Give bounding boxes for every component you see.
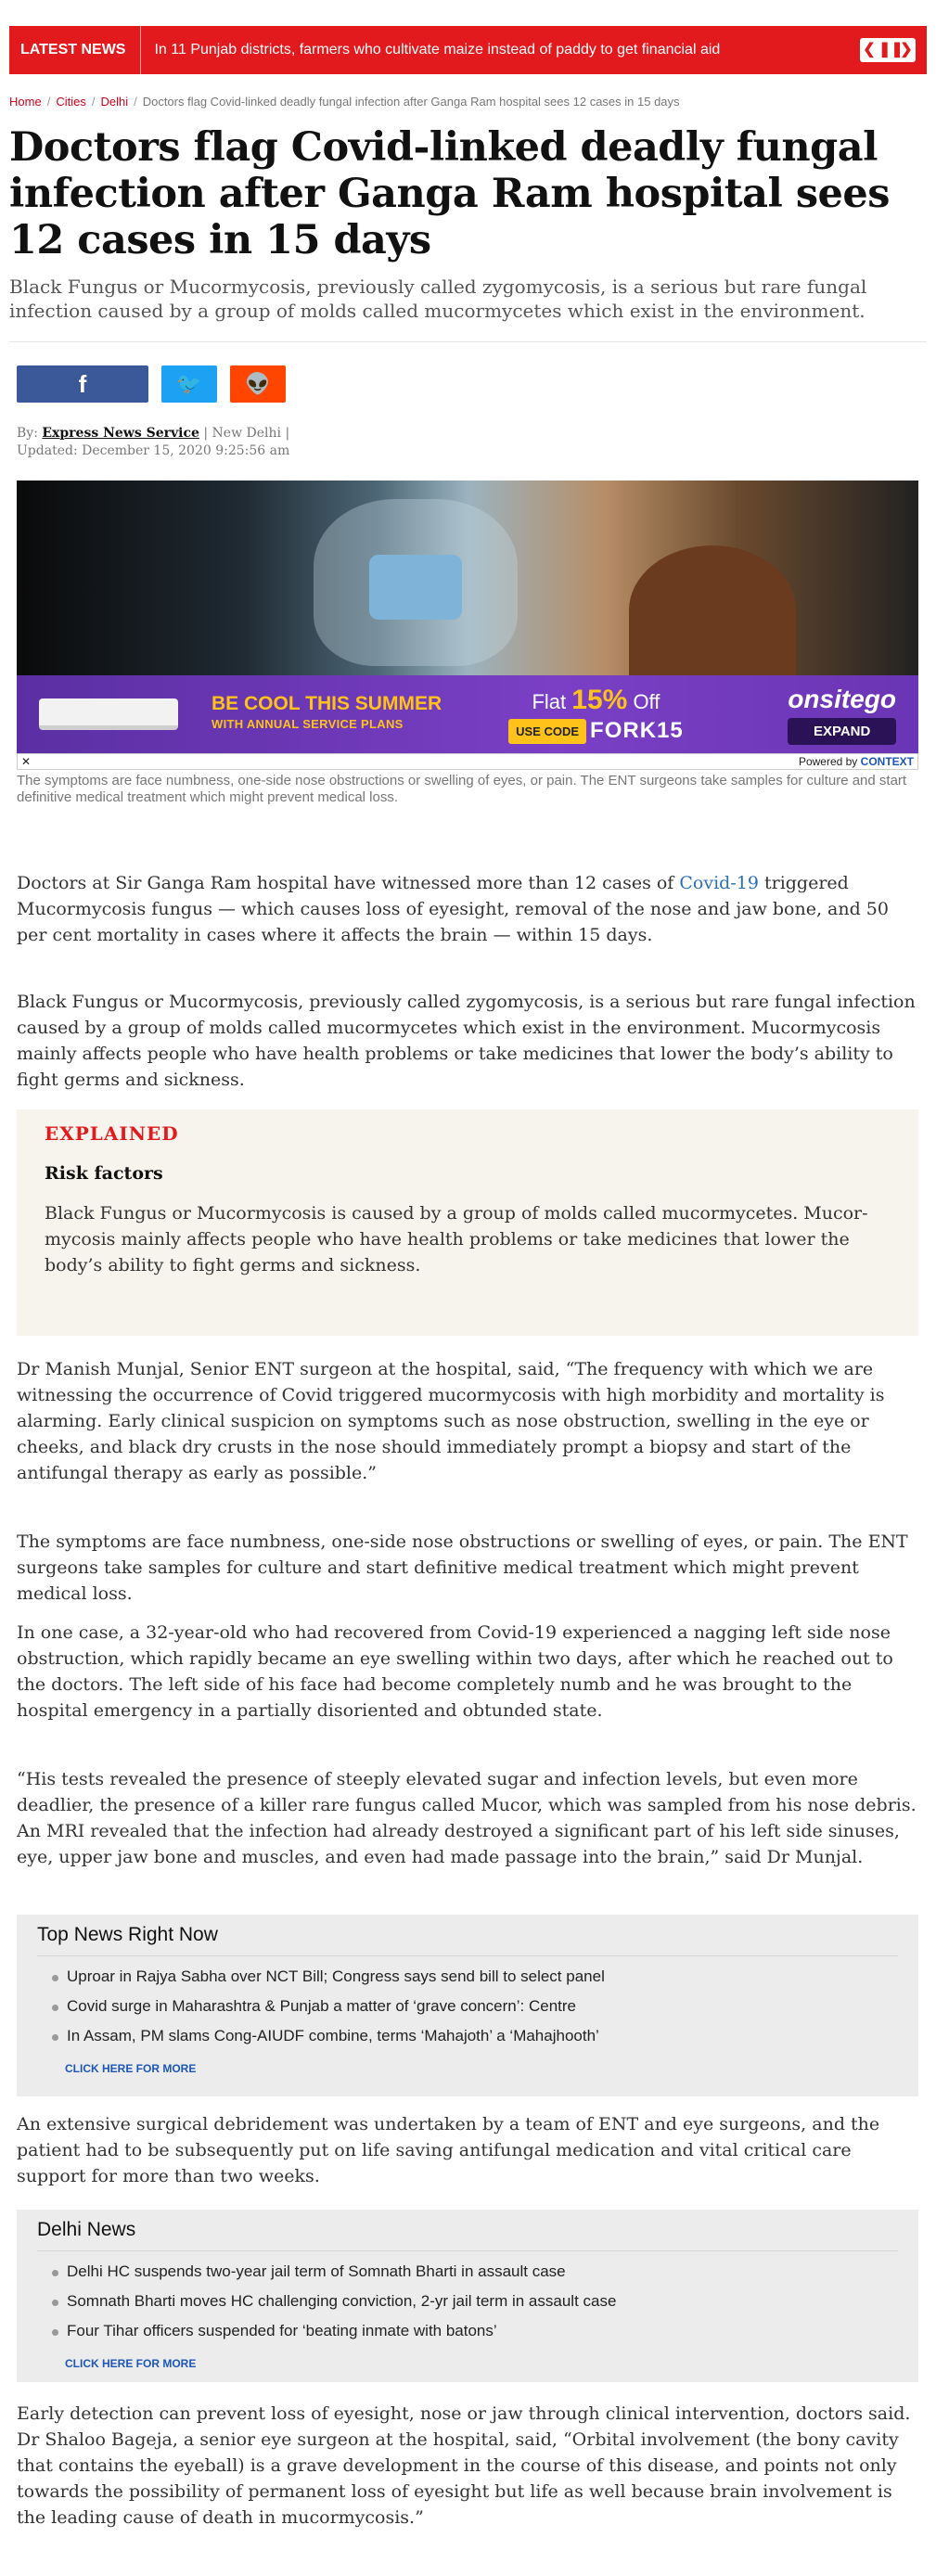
byline-by-label: By: xyxy=(17,426,38,441)
top-news-more-link[interactable]: CLICK HERE FOR MORE xyxy=(65,2062,197,2075)
explained-title: Risk factors xyxy=(45,1163,163,1184)
ad-percent: 15% xyxy=(571,685,628,715)
byline-location: New Delhi xyxy=(212,426,281,441)
byline-separator: | xyxy=(285,426,290,441)
breadcrumb-separator: / xyxy=(91,95,96,109)
delhi-news-more-link[interactable]: CLICK HERE FOR MORE xyxy=(65,2357,197,2370)
covid-19-link[interactable]: Covid-19 xyxy=(679,873,759,893)
ticker-pause-button[interactable]: ❚❚ xyxy=(878,42,904,58)
delhi-news-list xyxy=(37,2257,898,2346)
breadcrumb-separator: / xyxy=(46,95,51,109)
article-paragraph: Dr Manish Munjal, Senior ENT surgeon at the hospital, said, “The frequency with which we are witnessing the occurrence of Covid triggered mucormycosis with high morbidity and mortality is alarming. Early clinical suspicion on symptoms such as nose obstruction, swelling in the eye or cheeks, and black dry crusts in the nose should immediately prompt a biopsy and start of the antifungal therapy as early as possible.” xyxy=(17,1359,885,1483)
twitter-share-button[interactable] xyxy=(161,365,217,403)
ad-flat-offer xyxy=(508,685,684,716)
top-news-item-link[interactable]: Uproar in Rajya Sabha over NCT Bill; Congress says send bill to select panel xyxy=(37,1962,898,1992)
social-share-bar xyxy=(17,365,286,403)
context-logo[interactable]: CONTEXT xyxy=(860,755,914,768)
top-news-title: Top News Right Now xyxy=(37,1924,898,1956)
ad-use-code-label: USE CODE xyxy=(508,719,586,744)
byline xyxy=(17,425,289,460)
ad-footer xyxy=(17,753,918,770)
byline-separator: | xyxy=(203,426,209,441)
face-mask-shape xyxy=(369,555,462,620)
latest-news-headline-link[interactable]: In 11 Punjab districts, farmers who cultivate maize instead of paddy to get financial aid xyxy=(154,42,721,58)
explained-box xyxy=(17,1109,918,1336)
breadcrumb-current: Doctors flag Covid-linked deadly fungal infection after Ganga Ram hospital sees 12 cases in 15 days xyxy=(142,95,680,109)
ad-powered-by xyxy=(799,755,914,768)
ticker-controls xyxy=(860,38,916,62)
ad-banner[interactable] xyxy=(17,675,918,753)
reddit-icon: 👽 xyxy=(245,372,271,395)
top-news-list xyxy=(37,1962,898,2051)
delhi-news-item-link[interactable]: Somnath Bharti moves HC challenging conviction, 2-yr jail term in assault case xyxy=(37,2287,898,2316)
paragraph-text: Doctors at Sir Ganga Ram hospital have witnessed more than 12 cases of xyxy=(17,873,680,893)
latest-news-label: LATEST NEWS xyxy=(9,26,141,74)
ad-brand xyxy=(788,685,896,745)
reddit-share-button[interactable] xyxy=(230,365,286,403)
facebook-share-button[interactable] xyxy=(17,365,148,403)
patient-head-shape xyxy=(629,545,796,675)
delhi-news-item-link[interactable]: Four Tihar officers suspended for ‘beating inmate with batons’ xyxy=(37,2316,898,2346)
article-paragraph xyxy=(17,870,918,948)
ticker-prev-button[interactable]: ❮ xyxy=(863,42,876,58)
paragraph-text: triggered Mucormycosis fungus — which causes loss of eyesight, removal of the nose and jaw bone, and 50 per cent mortality in cases where it affects the brain — within 15 days. xyxy=(17,873,889,945)
breadcrumb-delhi-link[interactable]: Delhi xyxy=(100,95,129,109)
ad-promo-code: FORK15 xyxy=(590,718,684,743)
ad-headline-text: BE COOL THIS SUMMER xyxy=(212,693,442,714)
facebook-icon: f xyxy=(78,369,87,398)
article-paragraph: An extensive surgical debridement was undertaken by a team of ENT and eye surgeons, and the patient had to be subsequently put on life saving antifungal medication and vital critical care support for more than two weeks. xyxy=(17,2114,880,2186)
twitter-icon: 🐦 xyxy=(176,372,202,395)
top-news-item-link[interactable]: In Assam, PM slams Cong-AIUDF combine, terms ‘Mahajoth’ a ‘Mahajhooth’ xyxy=(37,2021,898,2051)
updated-timestamp: Updated: December 15, 2020 9:25:56 am xyxy=(17,443,290,458)
breadcrumb-home-link[interactable]: Home xyxy=(9,95,42,109)
article-paragraph: Early detection can prevent loss of eyesight, nose or jaw through clinical intervention, doctors said. Dr Shaloo Bageja, a senior eye surgeon at the hospital, said, “Orbital involvement (the bony cavity that contains the eyeball) is a grave development in the course of this disease, and points not only towards the possibility of permanent loss of eyesight but life as well because brain involvement is the leading cause of death in mucormycosis.” xyxy=(17,2403,911,2528)
ad-flat-suffix: Off xyxy=(633,690,660,713)
article-paragraph: The symptoms are face numbness, one-side nose obstructions or swelling of eyes, or pain. The ENT surgeons take samples for culture and start definitive medical treatment which might prevent medical loss. xyxy=(17,1532,908,1604)
article-headline: Doctors flag Covid-linked deadly fungal infection after Ganga Ram hospital sees 12 cases in 15 days xyxy=(9,124,890,263)
hero-caption: The symptoms are face numbness, one-side nose obstructions or swelling of eyes, or pain. The ENT surgeons take samples for culture and start definitive medical treatment which might prevent medical loss. xyxy=(17,773,907,805)
ad-close-icon[interactable]: ✕ xyxy=(21,755,32,768)
article-paragraph: “His tests revealed the presence of steeply elevated sugar and infection levels, but even more deadlier, the presence of a killer rare fungus called Mucor, which was sampled from his nose debris. An MRI revealed that the infection had already destroyed a significant part of his left side sinuses, eye, upper jaw bone and muscles, and even had made passage into the brain,” said Dr Munjal. xyxy=(17,1769,917,1867)
article-paragraph: Black Fungus or Mucormycosis, previously called zygomycosis, is a serious but rare fungal infection caused by a group of molds called mucormycetes which exist in the environment. Mucormycosis mainly affects people who have health problems or take medicines that lower the body’s ability to fight germs and sickness. xyxy=(17,992,916,1090)
ad-offer xyxy=(508,685,684,744)
divider xyxy=(9,341,927,342)
author-link[interactable]: Express News Service xyxy=(42,426,199,441)
top-news-item-link[interactable]: Covid surge in Maharashtra & Punjab a matter of ‘grave concern’: Centre xyxy=(37,1992,898,2021)
onsitego-logo: onsitego xyxy=(788,684,896,713)
ad-subline: WITH ANNUAL SERVICE PLANS xyxy=(212,717,404,731)
delhi-news-title: Delhi News xyxy=(37,2219,898,2251)
ad-code-row xyxy=(508,718,684,744)
ad-flat-prefix: Flat xyxy=(532,690,567,713)
powered-by-label: Powered by xyxy=(798,755,858,768)
hero-image xyxy=(17,481,918,770)
breadcrumb-separator: / xyxy=(134,95,137,109)
delhi-news-item-link[interactable]: Delhi HC suspends two-year jail term of Somnath Bharti in assault case xyxy=(37,2257,898,2287)
ticker-next-button[interactable]: ❯ xyxy=(900,42,913,58)
article-paragraph: In one case, a 32-year-old who had recovered from Covid-19 experienced a nagging left side nose obstruction, which rapidly became an eye swelling within two days, after which he reached out to the doctors. The left side of his face had become completely numb and he was brought to the hospital emergency in a partially disoriented and obtunded state. xyxy=(17,1622,893,1721)
air-conditioner-image xyxy=(39,698,178,730)
explained-tag: EXPLAINED xyxy=(45,1122,179,1145)
breadcrumb-cities-link[interactable]: Cities xyxy=(56,95,86,109)
top-news-box xyxy=(17,1915,918,2096)
breadcrumb xyxy=(9,95,680,109)
latest-news-ticker xyxy=(9,26,927,74)
explained-text: Black Fungus or Mucormycosis is caused by a group of molds called mucormycetes. Mucor-mycosis mainly affects people who have health problems or take medicines that lower the body’s ability to fight germs and sickness. xyxy=(45,1203,868,1275)
article-synopsis: Black Fungus or Mucormycosis, previously called zygomycosis, is a serious but rare fungal infection caused by a group of molds called mucormycetes which exist in the environment. xyxy=(9,276,867,322)
ad-expand-button[interactable]: EXPAND xyxy=(788,718,896,745)
delhi-news-box xyxy=(17,2210,918,2382)
ad-headline xyxy=(212,694,442,735)
